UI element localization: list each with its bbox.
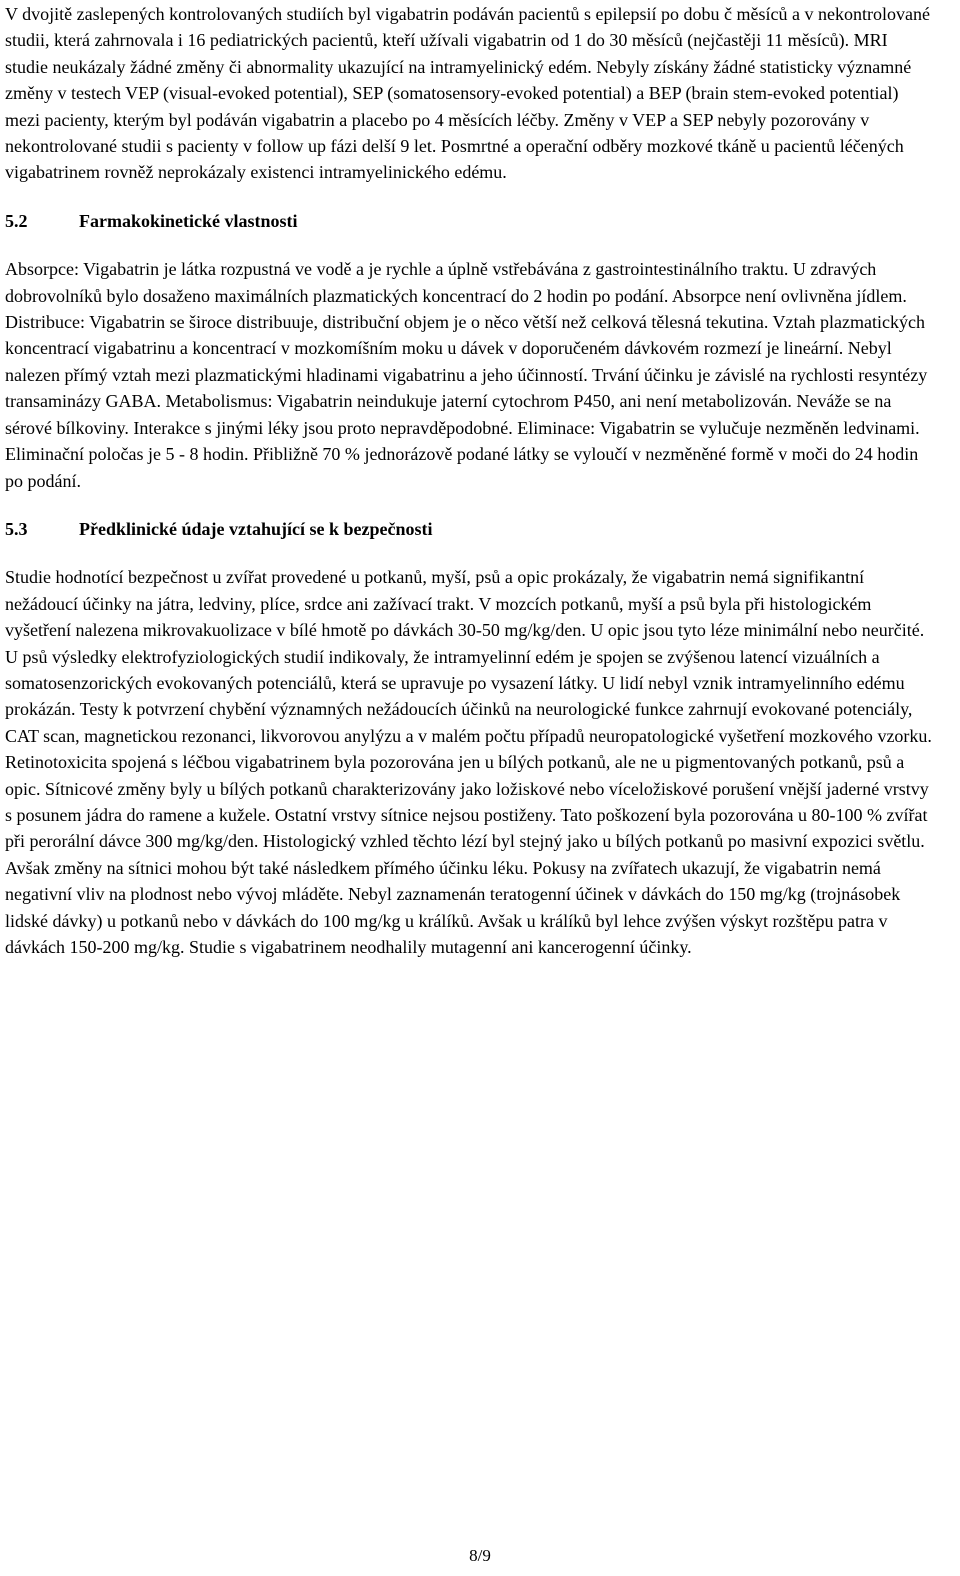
text-line: měsíců a v nekontrolované studii, která zahrnovala i 16 pediatrických pacientů, kteří užívali vigabatrin bbox=[5, 4, 930, 51]
section-number: 5.2 bbox=[5, 210, 28, 231]
text-line: Studie hodnotící bezpečnost u zvířat provedené u potkanů, myší, psů a opic prokázaly, že vigabatrin bbox=[5, 567, 726, 588]
page-number: 8/9 bbox=[469, 1546, 491, 1565]
text-line: dávkovém rozmezí je lineární. bbox=[624, 338, 844, 359]
text-line: latencí vizuálních a somatosenzorických evokovaných potenciálů, která se upravuje po vysazení látky. bbox=[5, 646, 880, 693]
text-line: v nekontrolované studii s pacienty v follow up fázi delší 9 let. Posmrtné a operační odběry mozkové bbox=[5, 109, 870, 157]
text-line: U zdravých dobrovolníků bylo dosaženo maximálních plazmatických koncentrací do 2 hodin po bbox=[5, 259, 877, 306]
text-line: hmotě po dávkách 30-50 mg/kg/den. U opic jsou tyto léze minimální nebo neurčité. bbox=[321, 620, 925, 641]
document-page bbox=[5, 0, 935, 1576]
text-line: nemá signifikantní nežádoucí účinky na játra, ledviny, plíce, srdce ani zažívací trakt. bbox=[5, 567, 865, 614]
intro-paragraph bbox=[5, 1, 935, 186]
section-number: 5.3 bbox=[5, 518, 28, 539]
text-line: U psů výsledky elektrofyziologických studií indikovaly, že intramyelinní edém je spojen se zvýšenou bbox=[5, 646, 736, 667]
text-line: plazmatických koncentrací vigabatrinu a koncentrací v mozkomíšním moku u dávek v doporučeném bbox=[5, 312, 925, 359]
text-line: od 1 do 30 měsíců (nejčastěji 11 měsíců). bbox=[550, 30, 850, 51]
text-line: Eliminace: bbox=[517, 417, 596, 438]
text-line: masivní expozici světlu. Avšak změny na sítnici mohou být také následkem přímého účinku léku. bbox=[5, 831, 925, 878]
text-line: Vigabatrin se vylučuje nezměněn ledvinami. Eliminační poločas je 5 - 8 hodin. Přibližně 70 % bbox=[5, 417, 920, 465]
text-line: U lidí nebyl vznik intramyelinního edému prokázán. Testy k potvrzení chybění významných bbox=[5, 672, 905, 720]
text-line: podáván vigabatrin a placebo po 4 měsících léčby. Změny v VEP a SEP nebyly pozorovány bbox=[196, 109, 856, 130]
text-line: V mozcích potkanů, myší a psů byla při histologickém vyšetření nalezena mikrovakuolizace v bílé bbox=[5, 593, 872, 641]
section-title: Předklinické údaje vztahující se k bezpečnosti bbox=[79, 518, 433, 539]
text-line: Ostatní vrstvy sítnice nejsou postiženy. Tato poškození byla pozorována u 80-100 % zvířat při bbox=[5, 804, 928, 852]
text-line: 150-200 mg/kg. bbox=[69, 937, 185, 957]
text-line: Metabolismus: bbox=[165, 391, 273, 412]
text-line: Studie s vigabatrinem neodhalily mutagenní ani kancerogenní účinky. bbox=[188, 937, 692, 957]
text-line: Nebyl nalezen přímý vztah mezi plazmatickými hladinami vigabatrinu a jeho účinností. Trvání účinku bbox=[5, 338, 892, 385]
pharmacokinetics-paragraph bbox=[5, 256, 935, 494]
text-line: Absorpce: bbox=[5, 259, 79, 280]
section-heading-5-3 bbox=[5, 516, 935, 542]
text-line: Pokusy na zvířatech ukazují, že vigabatrin nemá negativní vliv na plodnost nebo vývoj mláděte. Nebyl bbox=[5, 857, 881, 905]
text-line: Vigabatrin se široce distribuuje, distribuční objem je o něco větší než celková tělesná tekutina. Vztah bbox=[89, 312, 816, 333]
text-line: Vigabatrin neindukuje jaterní cytochrom P450, ani není metabolizován. Neváže se na sérové bbox=[5, 391, 892, 438]
text-line: V dvojitě zaslepených kontrolovaných studiích byl vigabatrin podáván pacientů s epilepsií po dobu č bbox=[5, 4, 732, 24]
text-line: (somatosensory-evoked potential) a BEP (brain stem-evoked potential) mezi pacienty, kterým byl bbox=[5, 83, 899, 130]
text-line: Absorpce není ovlivněna jídlem. bbox=[671, 285, 907, 306]
text-line: ložiskové nebo víceložiskové porušení vnější jaderné vrstvy s posunem jádra do ramene a kužele. bbox=[5, 778, 929, 825]
text-line: v dávkách do 100 mg/kg u králíků. Avšak u králíků byl lehce zvýšen výskyt rozštěpu patra v dávkách bbox=[5, 910, 888, 957]
document-content bbox=[5, 0, 935, 960]
text-line: Retinotoxicita spojená s léčbou vigabatrinem byla pozorována jen u bílých potkanů, ale ne u bbox=[5, 752, 671, 773]
text-line: vzorku. bbox=[877, 725, 932, 746]
text-line: pigmentovaných potkanů, psů a opic. Sítnicové změny byly u bílých potkanů charakterizovány jako bbox=[5, 752, 905, 799]
section-title: Farmakokinetické vlastnosti bbox=[79, 210, 298, 231]
text-line: bílkoviny. Interakce s jinými léky jsou proto nepravděpodobné. bbox=[56, 417, 513, 438]
text-line: je závislé na rychlosti resyntézy transaminázy GABA. bbox=[5, 364, 928, 412]
section-heading-5-2 bbox=[5, 208, 935, 234]
preclinical-paragraph bbox=[5, 564, 935, 960]
text-line: podání. bbox=[614, 285, 669, 306]
text-line: MRI studie neukázaly žádné změny či abnormality ukazující na intramyelinický edém. Nebyly bbox=[5, 30, 888, 77]
text-line: zaznamenán teratogenní účinek v dávkách do 150 mg/kg (trojnásobek lidské dávky) u potkanů nebo bbox=[5, 884, 901, 931]
text-line: získány žádné statisticky významné změny v testech VEP (visual-evoked potential), SEP bbox=[5, 56, 912, 104]
text-line: perorální dávce 300 mg/kg/den. Histologický vzhled těchto lézí byl stejný jako u bílých potkanů po bbox=[29, 831, 746, 852]
text-line: Distribuce: bbox=[5, 312, 85, 333]
text-line: tkáně u pacientů léčených vigabatrinem rovněž neprokázaly existenci intramyelinického edému. bbox=[5, 136, 904, 183]
text-line: rezonanci, likvorovou anylýzu a v malém počtu případů neuropatologické vyšetření mozkového bbox=[181, 725, 873, 746]
text-line: jednorázově podané látky se vyloučí v nezměněné formě v moči do 24 hodin po podání. bbox=[5, 444, 919, 491]
text-line: Vigabatrin je látka rozpustná ve vodě a je rychle a úplně vstřebávána z gastrointestinálního traktu. bbox=[83, 259, 789, 280]
text-line: nežádoucích účinků na neurologické funkce zahrnují evokované potenciály, CAT scan, magnetickou bbox=[5, 699, 913, 746]
